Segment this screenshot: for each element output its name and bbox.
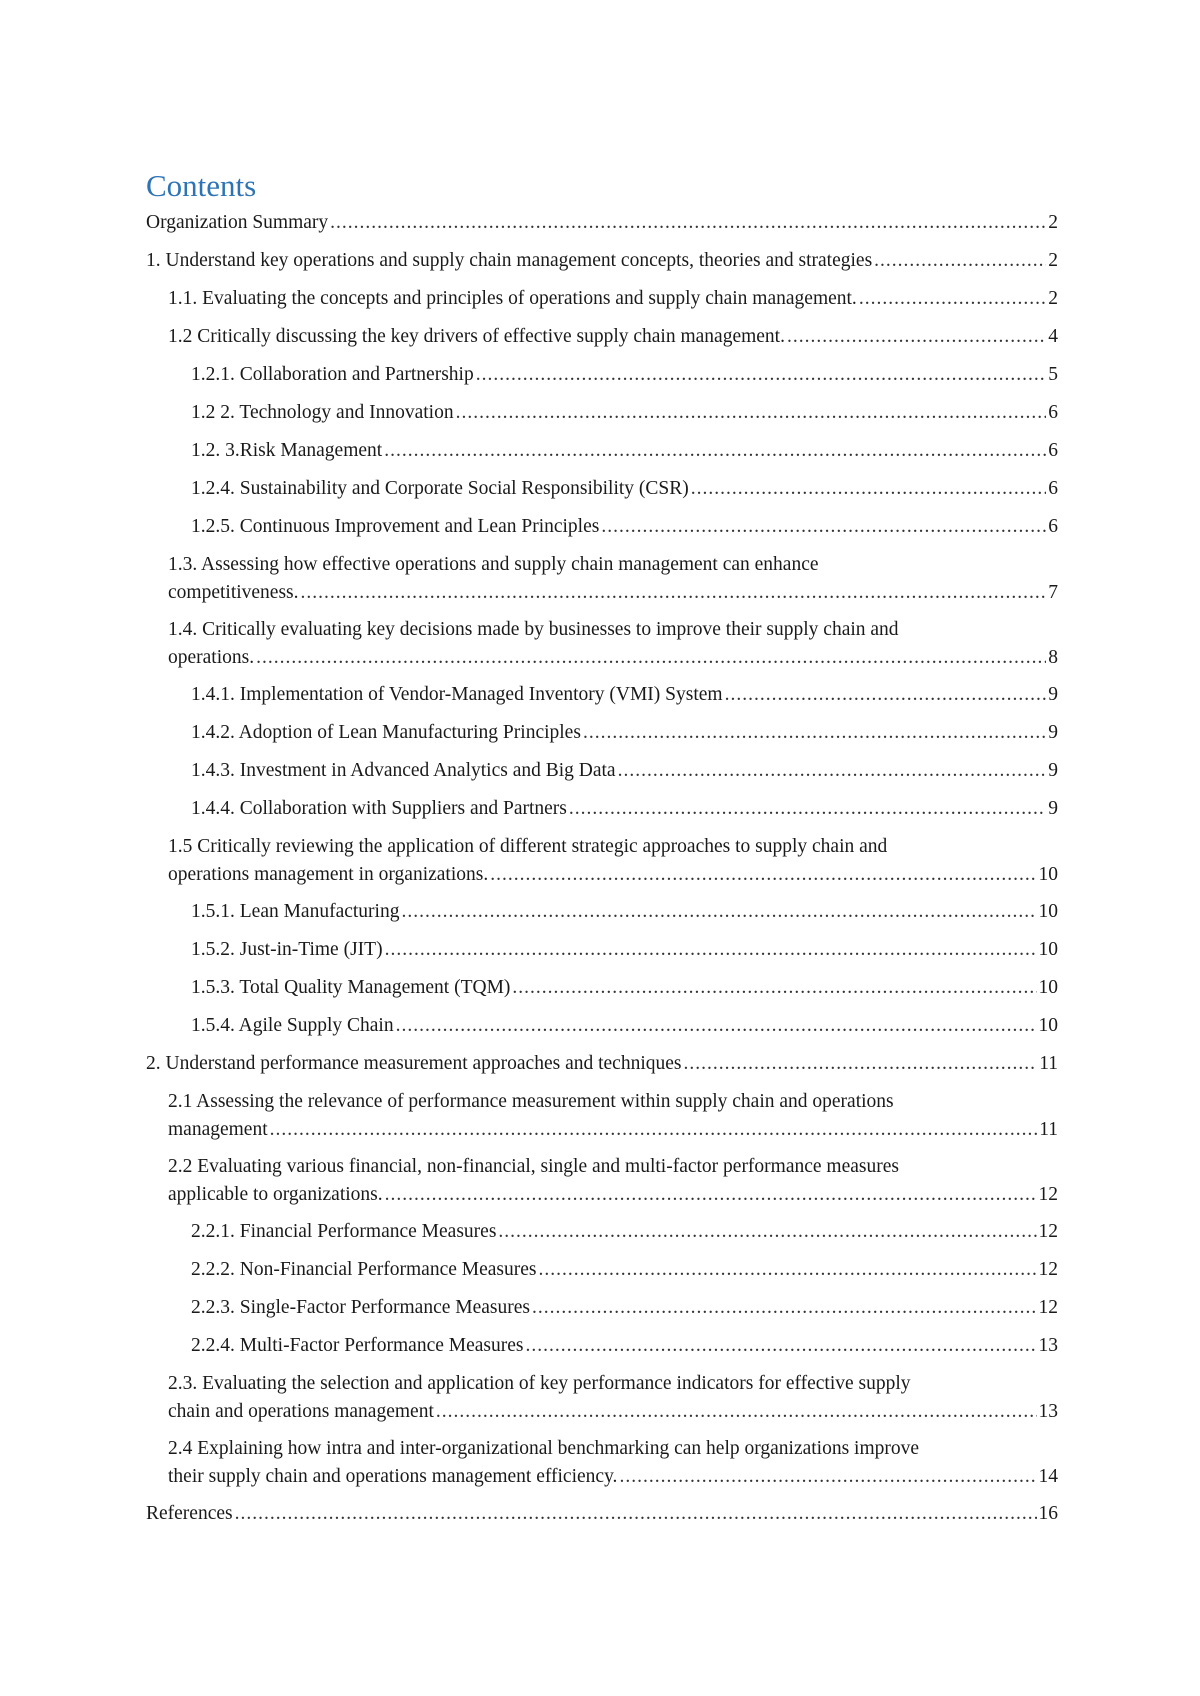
toc-entry-title: References: [146, 1503, 233, 1524]
toc-entry-page-number: 9: [1048, 760, 1058, 781]
dot-leader: [618, 757, 1047, 785]
toc-entry[interactable]: [146, 1256, 1058, 1284]
toc-entry[interactable]: [146, 323, 1058, 351]
toc-entry-page-number: 12: [1038, 1221, 1058, 1242]
dot-leader: [256, 644, 1046, 672]
dot-leader: [384, 437, 1046, 465]
toc-entry[interactable]: [146, 1294, 1058, 1322]
toc-entry-page-number: 10: [1038, 864, 1058, 885]
dot-leader: [532, 1294, 1037, 1322]
toc-entry-title: 1.2.4. Sustainability and Corporate Social Responsibility (CSR): [191, 478, 689, 499]
toc-entry[interactable]: [146, 247, 1058, 275]
toc-entry-title-line2: management: [168, 1119, 268, 1140]
toc-entry-page-number: 11: [1039, 1053, 1058, 1074]
toc-heading: Contents: [146, 168, 257, 203]
toc-entry-page-number: 2: [1048, 250, 1058, 271]
toc-entry-title-line1: 2.1 Assessing the relevance of performance measurement within supply chain and operations: [168, 1091, 894, 1112]
toc-entry-title: 1.4.4. Collaboration with Suppliers and Partners: [191, 798, 567, 819]
toc-entry-title: 2.2.1. Financial Performance Measures: [191, 1221, 497, 1242]
toc-entry-title-line2: applicable to organizations.: [168, 1184, 383, 1205]
toc-entry-title-line1: 1.3. Assessing how effective operations and supply chain management can enhance: [168, 554, 819, 575]
toc-entry[interactable]: [146, 399, 1058, 427]
toc-entry-page-number: 10: [1038, 939, 1058, 960]
toc-entry[interactable]: [146, 1435, 1058, 1491]
toc-entry[interactable]: [146, 209, 1058, 237]
toc-entry-title: 1. Understand key operations and supply chain management concepts, theories and strategies: [146, 250, 873, 271]
toc-entry[interactable]: [146, 898, 1058, 926]
toc-entry-title-line1: 2.4 Explaining how intra and inter-organizational benchmarking can help organizations improve: [168, 1438, 920, 1459]
toc-entry-page-number: 9: [1048, 722, 1058, 743]
toc-entry[interactable]: [146, 437, 1058, 465]
toc-entry-title: 2.2.4. Multi-Factor Performance Measures: [191, 1335, 524, 1356]
dot-leader: [859, 285, 1046, 313]
toc-entry-title: 1.5.2. Just-in-Time (JIT): [191, 939, 383, 960]
toc-entry-page-number: 13: [1038, 1335, 1058, 1356]
dot-leader: [476, 361, 1047, 389]
dot-leader: [526, 1332, 1037, 1360]
toc-entry-page-number: 12: [1038, 1184, 1058, 1205]
dot-leader: [270, 1116, 1038, 1144]
toc-entry-page-number: 6: [1048, 516, 1058, 537]
toc-entry-page-number: 13: [1038, 1401, 1058, 1422]
toc-entry-title: 1.2.5. Continuous Improvement and Lean Principles: [191, 516, 600, 537]
toc-entry-title: 1.2 Critically discussing the key drivers of effective supply chain management.: [168, 326, 785, 347]
toc-entry[interactable]: [146, 833, 1058, 889]
toc-entry[interactable]: [146, 936, 1058, 964]
toc-entry-page-number: 6: [1048, 402, 1058, 423]
dot-leader: [601, 513, 1046, 541]
toc-entry[interactable]: [146, 616, 1058, 672]
toc-entry-page-number: 16: [1038, 1503, 1058, 1524]
toc-entry-page-number: 12: [1038, 1297, 1058, 1318]
toc-entry[interactable]: [146, 757, 1058, 785]
toc-entry-title-line2: competitiveness.: [168, 582, 299, 603]
toc-entry-title-line2: their supply chain and operations management efficiency.: [168, 1466, 618, 1487]
dot-leader: [456, 399, 1047, 427]
toc-entry[interactable]: [146, 1050, 1058, 1078]
toc-list: [146, 209, 1058, 1538]
dot-leader: [385, 1181, 1037, 1209]
toc-entry-title-line2: chain and operations management: [168, 1401, 434, 1422]
dot-leader: [691, 475, 1046, 503]
toc-entry-title-line1: 2.2 Evaluating various financial, non-financial, single and multi-factor performance measures: [168, 1156, 899, 1177]
dot-leader: [235, 1500, 1037, 1528]
dot-leader: [330, 209, 1046, 237]
toc-entry[interactable]: [146, 361, 1058, 389]
toc-entry[interactable]: [146, 974, 1058, 1002]
toc-entry-page-number: 8: [1048, 647, 1058, 668]
toc-entry-title: 1.5.4. Agile Supply Chain: [191, 1015, 394, 1036]
toc-entry[interactable]: [146, 285, 1058, 313]
toc-entry[interactable]: [146, 1332, 1058, 1360]
toc-entry[interactable]: [146, 719, 1058, 747]
dot-leader: [874, 247, 1046, 275]
toc-entry[interactable]: [146, 1218, 1058, 1246]
toc-entry-page-number: 9: [1048, 798, 1058, 819]
toc-entry-page-number: 6: [1048, 478, 1058, 499]
toc-entry-title-line1: 1.4. Critically evaluating key decisions made by businesses to improve their supply chain and: [168, 619, 899, 640]
toc-entry-title: 1.1. Evaluating the concepts and principles of operations and supply chain management.: [168, 288, 857, 309]
toc-entry[interactable]: [146, 513, 1058, 541]
dot-leader: [301, 579, 1047, 607]
toc-entry-page-number: 4: [1048, 326, 1058, 347]
toc-entry-page-number: 9: [1048, 684, 1058, 705]
toc-entry-title: 2.2.2. Non-Financial Performance Measures: [191, 1259, 537, 1280]
toc-entry[interactable]: [146, 475, 1058, 503]
toc-entry-title: 1.2. 3.Risk Management: [191, 440, 383, 461]
dot-leader: [684, 1050, 1038, 1078]
toc-entry[interactable]: [146, 1012, 1058, 1040]
dot-leader: [498, 1218, 1036, 1246]
toc-entry-page-number: 14: [1038, 1466, 1058, 1487]
toc-entry-title: 1.5.3. Total Quality Management (TQM): [191, 977, 511, 998]
toc-entry-title: 1.2.1. Collaboration and Partnership: [191, 364, 474, 385]
toc-entry-title: Organization Summary: [146, 212, 329, 233]
toc-entry-page-number: 10: [1038, 1015, 1058, 1036]
toc-entry[interactable]: [146, 1500, 1058, 1528]
toc-entry-title: 2. Understand performance measurement approaches and techniques: [146, 1053, 682, 1074]
dot-leader: [583, 719, 1046, 747]
dot-leader: [385, 936, 1037, 964]
dot-leader: [401, 898, 1036, 926]
toc-entry[interactable]: [146, 1370, 1058, 1426]
toc-entry-title: 1.4.2. Adoption of Lean Manufacturing Principles: [191, 722, 581, 743]
toc-entry-title: 1.4.3. Investment in Advanced Analytics and Big Data: [191, 760, 616, 781]
toc-entry-title: 1.4.1. Implementation of Vendor-Managed Inventory (VMI) System: [191, 684, 723, 705]
dot-leader: [436, 1398, 1037, 1426]
toc-entry-title: 2.2.3. Single-Factor Performance Measures: [191, 1297, 530, 1318]
toc-entry[interactable]: [146, 1153, 1058, 1209]
toc-entry-title-line1: 1.5 Critically reviewing the application of different strategic approaches to supply chain and: [168, 836, 888, 857]
toc-entry-page-number: 5: [1048, 364, 1058, 385]
toc-entry-page-number: 2: [1048, 288, 1058, 309]
toc-entry-title-line2: operations.: [168, 647, 255, 668]
toc-entry-page-number: 10: [1038, 901, 1058, 922]
dot-leader: [619, 1463, 1036, 1491]
toc-entry[interactable]: [146, 1088, 1058, 1144]
dot-leader: [490, 861, 1036, 889]
toc-entry-title-line2: operations management in organizations.: [168, 864, 489, 885]
toc-entry-page-number: 10: [1038, 977, 1058, 998]
toc-entry-title: 1.2 2. Technology and Innovation: [191, 402, 454, 423]
dot-leader: [787, 323, 1046, 351]
dot-leader: [396, 1012, 1037, 1040]
dot-leader: [725, 681, 1047, 709]
toc-entry-page-number: 12: [1038, 1259, 1058, 1280]
toc-entry-title: 1.5.1. Lean Manufacturing: [191, 901, 400, 922]
dot-leader: [569, 795, 1046, 823]
toc-entry[interactable]: [146, 795, 1058, 823]
dot-leader: [538, 1256, 1036, 1284]
dot-leader: [512, 974, 1036, 1002]
toc-entry-page-number: 6: [1048, 440, 1058, 461]
toc-entry-page-number: 11: [1039, 1119, 1058, 1140]
toc-entry[interactable]: [146, 681, 1058, 709]
toc-entry[interactable]: [146, 551, 1058, 607]
toc-entry-page-number: 2: [1048, 212, 1058, 233]
toc-entry-title-line1: 2.3. Evaluating the selection and application of key performance indicators for effective supply: [168, 1373, 911, 1394]
toc-entry-page-number: 7: [1048, 582, 1058, 603]
